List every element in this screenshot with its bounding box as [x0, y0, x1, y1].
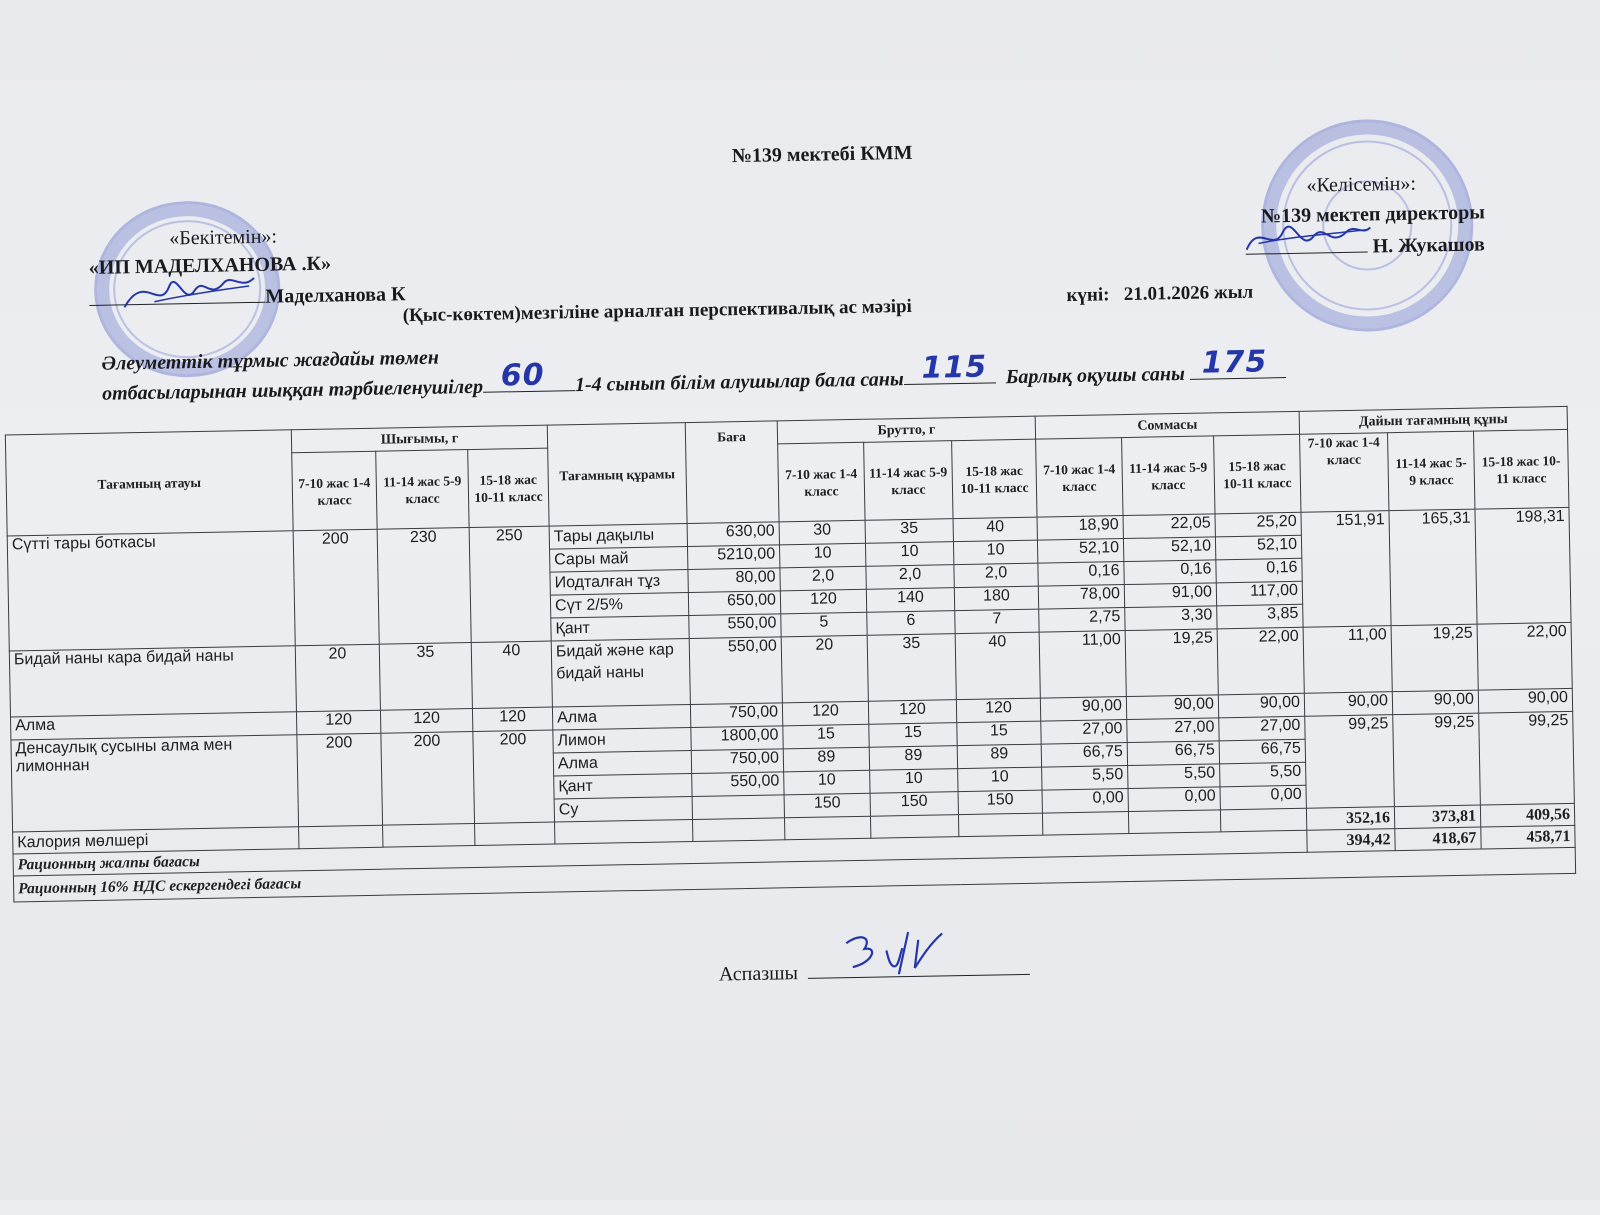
ingredient-gross: 2,0 [954, 563, 1038, 588]
ingredient-gross: 150 [958, 790, 1042, 815]
ingredient-sum: 0,00 [1220, 785, 1306, 810]
ingredient-gross: 5 [781, 612, 867, 637]
ingredient-name: Иодталған тұз [550, 570, 688, 596]
ingredient-price: 550,00 [689, 614, 781, 639]
ingredient-gross: 35 [867, 634, 956, 702]
ingredient-gross: 120 [956, 698, 1040, 723]
ingredient-name: Алма [553, 751, 691, 777]
dish-yield: 200 [473, 730, 555, 823]
ingredient-name: Сары май [550, 547, 688, 573]
empty-cell [784, 816, 870, 840]
ingredient-name: Лимон [553, 728, 691, 754]
dish-yield: 20 [295, 644, 380, 712]
empty-cell [383, 824, 475, 848]
ingredient-gross: 140 [866, 588, 954, 613]
dish-yield: 40 [471, 641, 552, 708]
ingredient-gross: 20 [781, 635, 868, 703]
ingredient-price: 550,00 [689, 637, 782, 705]
dish-ready-cost: 90,00 [1478, 688, 1572, 713]
dish-yield: 230 [377, 528, 471, 645]
empty-cell [1128, 810, 1220, 834]
empty-cell [1220, 808, 1306, 832]
ingredient-gross: 150 [870, 792, 958, 817]
ingredient-sum: 5,50 [1042, 766, 1128, 791]
ingredient-name: Сүт 2/5% [550, 593, 688, 619]
ingredient-price: 750,00 [690, 703, 782, 728]
ingredient-sum: 5,50 [1220, 762, 1306, 787]
empty-cell [1042, 812, 1128, 836]
social-count: 60 [500, 357, 545, 394]
dish-yield: 120 [472, 707, 552, 731]
total-price-label: Рационның жалпы бағасы [13, 830, 1307, 876]
ingredient-gross: 89 [957, 744, 1041, 769]
grade-count: 115 [921, 349, 988, 386]
ingredient-gross: 120 [780, 589, 866, 614]
yield-age-3: 15-18 жас 10-11 класс [468, 448, 549, 527]
dish-ready-cost: 99,25 [1305, 715, 1395, 809]
ingredient-name: Тары дақылы [549, 524, 687, 550]
agree-label: «Келісемін»: [1306, 172, 1417, 197]
ingredient-gross: 30 [779, 520, 865, 545]
ingredient-price: 80,00 [688, 568, 780, 593]
empty-cell [475, 822, 555, 845]
agree-role: №139 мектеп директоры [1260, 201, 1486, 228]
ingredient-gross: 10 [784, 770, 870, 795]
ingredient-sum: 91,00 [1124, 583, 1216, 608]
ingredient-sum: 66,75 [1127, 741, 1219, 766]
yield-age-2: 11-14 жас 5-9 класс [376, 450, 469, 530]
ingredient-sum: 0,16 [1124, 560, 1216, 585]
date-value: 21.01.2026 жыл [1123, 281, 1254, 306]
ingredient-price [692, 795, 784, 820]
ingredient-price: 650,00 [688, 591, 780, 616]
ingredient-sum: 90,00 [1126, 695, 1218, 720]
ingredient-name: Су [554, 797, 692, 823]
agree-name: Н. Жукашов [1372, 233, 1486, 258]
ingredient-name: Қант [551, 616, 689, 642]
ingredient-sum: 27,00 [1041, 720, 1127, 745]
ingredient-gross: 10 [953, 540, 1037, 565]
ingredient-sum: 90,00 [1218, 693, 1304, 718]
empty-cell [299, 825, 383, 849]
ingredient-sum: 19,25 [1125, 629, 1218, 697]
dish-yield: 200 [297, 733, 383, 827]
cook-label: Аспазшы [718, 962, 799, 986]
gross-age-3: 15-18 жас 10-11 класс [952, 439, 1037, 519]
menu-table-body [7, 507, 1574, 832]
dish-ready-cost: 22,00 [1477, 622, 1572, 690]
dish-ready-cost: 99,25 [1479, 711, 1575, 805]
ingredient-sum: 5,50 [1128, 764, 1220, 789]
ingredient-sum: 66,75 [1219, 739, 1305, 764]
ingredient-gross: 10 [779, 543, 865, 568]
ingredient-name: Бидай және кар бидай наны [551, 639, 690, 708]
social-line-1: Әлеуметтік тұрмыс жағдайы төмен [101, 346, 440, 375]
ingredient-price: 1800,00 [691, 726, 783, 751]
header-gross: Брутто, г [777, 416, 1035, 444]
ingredient-sum: 0,16 [1216, 558, 1302, 583]
cook-signature [838, 925, 949, 981]
ingredient-gross: 35 [865, 519, 953, 544]
gross-age-2: 11-14 жас 5-9 класс [864, 441, 953, 521]
dish-ready-cost: 198,31 [1475, 507, 1571, 624]
ingredient-gross: 150 [784, 793, 870, 818]
dish-yield: 200 [293, 529, 379, 646]
ingredient-sum: 27,00 [1219, 716, 1305, 741]
dish-name: Денсаулық сусыны алма мен лимоннан [11, 735, 299, 832]
dish-ready-cost: 11,00 [1303, 626, 1392, 694]
header-price: Баға [685, 421, 779, 524]
ingredient-gross: 120 [782, 701, 868, 726]
empty-cell [693, 818, 785, 842]
school-title: №139 мектебі КММ [731, 141, 913, 168]
ingredient-gross: 15 [783, 724, 869, 749]
empty-cell [870, 815, 958, 839]
ingredient-gross: 2,0 [866, 565, 954, 590]
ingredient-sum: 117,00 [1216, 581, 1302, 606]
approve-signature [114, 260, 265, 323]
ingredient-sum: 0,16 [1038, 562, 1124, 587]
ingredient-price: 550,00 [692, 772, 784, 797]
dish-yield: 250 [469, 526, 551, 642]
vat-value-3: 458,71 [1481, 825, 1575, 849]
ingredient-name: Алма [552, 705, 690, 731]
ingredient-price: 5210,00 [688, 545, 780, 570]
ingredient-sum: 25,20 [1215, 512, 1301, 537]
ingredient-gross: 15 [957, 721, 1041, 746]
ingredient-sum: 18,90 [1037, 516, 1123, 541]
ingredient-sum: 3,85 [1217, 604, 1303, 629]
ingredient-sum: 0,00 [1128, 787, 1220, 812]
ingredient-gross: 15 [869, 723, 957, 748]
ingredient-sum: 27,00 [1127, 718, 1219, 743]
ingredient-sum: 11,00 [1039, 631, 1126, 699]
total-value-3: 409,56 [1480, 803, 1574, 827]
social-label: отбасыларынан шыққан тәрбиеленушілер [101, 375, 484, 405]
dish-name: Бидай наны кара бидай наны [9, 646, 296, 717]
sum-age-3: 15-18 жас 10-11 класс [1214, 434, 1301, 514]
ingredient-gross: 180 [954, 586, 1038, 611]
dish-yield: 120 [380, 709, 472, 734]
ingredient-sum: 2,75 [1039, 608, 1125, 633]
ingredient-name: Қант [554, 774, 692, 800]
header-sum: Соммасы [1035, 411, 1299, 439]
dish-yield: 35 [379, 643, 472, 711]
ready-age-2: 11-14 жас 5-9 класс [1388, 431, 1475, 511]
gross-age-1: 7-10 жас 1-4 класс [778, 442, 865, 522]
sum-age-1: 7-10 жас 1-4 класс [1036, 438, 1123, 518]
ingredient-gross: 89 [869, 746, 957, 771]
menu-title: (Қыс-көктем)мезгіліне арналған перспективалық ас мәзірі [402, 295, 913, 327]
ingredient-gross: 10 [870, 769, 958, 794]
sum-age-2: 11-14 жас 5-9 класс [1122, 436, 1215, 516]
ingredient-price: 750,00 [691, 749, 783, 774]
dish-ready-cost: 99,25 [1393, 713, 1481, 807]
ready-age-1: 7-10 жас 1-4 класс [1300, 433, 1389, 513]
dish-ready-cost: 90,00 [1304, 692, 1392, 717]
calorie-label: Калория мөлшері [13, 827, 299, 854]
ingredient-sum: 52,10 [1123, 537, 1215, 562]
total-label: Барлық оқушы саны [1005, 362, 1186, 389]
dish-yield: 200 [381, 732, 475, 826]
menu-table [5, 406, 1576, 903]
ingredient-sum: 66,75 [1041, 743, 1127, 768]
vat-value-1: 394,42 [1307, 829, 1395, 853]
ingredient-sum: 52,10 [1037, 539, 1123, 564]
approve-name: Маделханова К [265, 283, 406, 308]
total-value-2: 373,81 [1394, 805, 1480, 829]
vat-value-2: 418,67 [1395, 827, 1481, 851]
dish-ready-cost: 165,31 [1389, 509, 1477, 626]
menu-date [1066, 282, 1253, 307]
date-label: күні: [1066, 284, 1110, 307]
ingredient-sum: 90,00 [1040, 697, 1126, 722]
ingredient-sum: 22,00 [1217, 627, 1304, 695]
ingredient-sum: 22,05 [1123, 514, 1215, 539]
ingredient-price: 630,00 [687, 522, 779, 547]
ingredient-gross: 2,0 [780, 566, 866, 591]
total-count: 175 [1201, 344, 1268, 381]
ingredient-sum: 0,00 [1042, 789, 1128, 814]
header-dish: Тағамның атауы [5, 430, 293, 536]
ready-age-3: 15-18 жас 10-11 класс [1474, 429, 1569, 509]
vat-price-label: Рационның 16% НДС ескергендегі бағасы [13, 847, 1575, 902]
ingredient-sum: 3,30 [1125, 606, 1217, 631]
yield-age-1: 7-10 жас 1-4 класс [292, 451, 377, 531]
ingredient-gross: 40 [955, 632, 1040, 700]
empty-cell [555, 820, 693, 845]
ingredient-gross: 120 [868, 700, 956, 725]
dish-name: Алма [11, 712, 297, 740]
ingredient-gross: 10 [865, 542, 953, 567]
header-yield: Шығымы, г [291, 425, 547, 453]
ingredient-sum: 52,10 [1215, 535, 1301, 560]
ingredient-gross: 6 [867, 611, 955, 636]
approve-organization: «ИП МАДЕЛХАНОВА .К» [88, 252, 332, 279]
approve-label: «Бекітемін»: [169, 225, 278, 250]
grade-label: 1-4 сынып білім алушылар бала саны [574, 368, 904, 397]
ingredient-sum: 78,00 [1038, 585, 1124, 610]
ingredient-gross: 40 [953, 517, 1037, 542]
ingredient-gross: 89 [783, 747, 869, 772]
total-value-1: 352,16 [1306, 807, 1394, 831]
dish-name: Сүтті тары боткасы [7, 531, 295, 651]
header-composition: Тағамның құрамы [547, 423, 687, 527]
dish-ready-cost: 151,91 [1301, 511, 1391, 628]
dish-ready-cost: 19,25 [1391, 624, 1478, 692]
header-ready-cost: Дайын тағамның құны [1299, 406, 1567, 434]
agree-signature [1238, 207, 1379, 270]
ingredient-gross: 7 [955, 609, 1039, 634]
ingredient-gross: 10 [958, 767, 1042, 792]
dish-yield: 120 [296, 710, 380, 735]
dish-ready-cost: 90,00 [1392, 690, 1478, 715]
empty-cell [958, 813, 1042, 837]
